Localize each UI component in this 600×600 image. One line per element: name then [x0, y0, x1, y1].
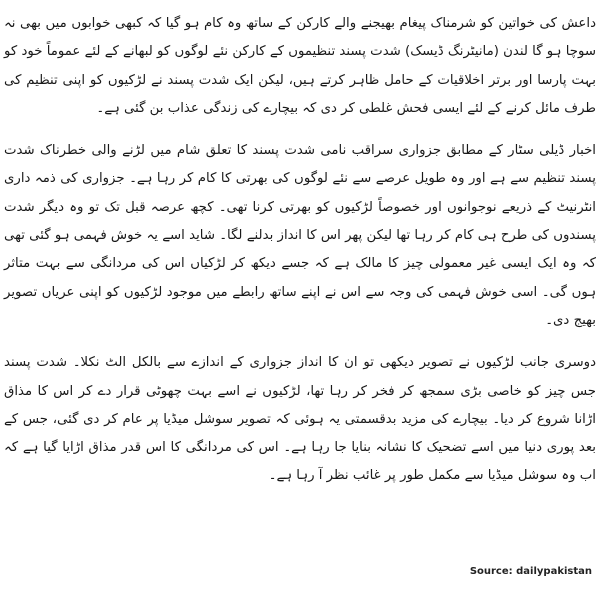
- article-body: [4, 4, 596, 491]
- article-paragraph: داعش کی خواتین کو شرمناک پیغام بھیجنے والے کارکن کے ساتھ وہ کام ہو گیا کہ کبھی خوابوں میں بھی نہ سوچا ہو گا لندن (مانیٹرنگ ڈیسک) شدت پسند تنظیموں کے کارکن نئے لوگوں کو لبھانے کے لئے عموماً خود کو بہت پارسا اور برتر اخلاقیات کے حامل ظاہر کرتے ہیں، لیکن ایک شدت پسند نے لڑکیوں کو اپنی تنظیم کی طرف مائل کرنے کے لئے ایسی فحش غلطی کر دی کہ بیچارے کی زندگی عذاب بن گئی ہے۔: [4, 16, 596, 116]
- article-paragraph: دوسری جانب لڑکیوں نے تصویر دیکھی تو ان کا انداز جزواری کے اندازے سے بالکل الٹ نکلا۔ شدت پسند جس چیز کو خاصی بڑی سمجھ کر فخر کر رہا تھا، لڑکیوں نے اسے بہت چھوٹی قرار دے کر اس کا مذاق اڑانا شروع کر دیا۔ بیچارے کی مزید بدقسمتی یہ ہوئی کہ تصویر سوشل میڈیا پر عام کر دی گئی، جس کے بعد پوری دنیا میں اسے تضحیک کا نشانہ بنایا جا رہا ہے۔ اس کی مردانگی کا اس قدر مذاق اڑایا گیا ہے کہ اب وہ سوشل میڈیا سے مکمل طور پر غائب نظر آ رہا ہے۔: [4, 355, 596, 484]
- source-credit: Source: dailypakistan: [469, 566, 592, 577]
- article-paragraph: اخبار ڈیلی سٹار کے مطابق جزواری سراقب نامی شدت پسند کا تعلق شام میں لڑنے والی خطرناک شدت پسند تنظیم سے ہے اور وہ طویل عرصے سے نئے لوگوں کی بھرتی کا کام کر رہا ہے۔ جزواری کی ذمہ داری انٹرنیٹ کے ذریعے نوجوانوں اور خصوصاً لڑکیوں کو بھرتی کرنا تھی۔ کچھ عرصہ قبل تک تو وہ دیگر شدت پسندوں کی طرح ہی کام کر رہا تھا لیکن پھر اس کا انداز بدلنے لگا۔ شاید اسے یہ خوش فہمی ہو گئی تھی کہ وہ ایک ایسی غیر معمولی چیز کا مالک ہے کہ جسے دیکھ کر لڑکیاں اس کی مردانگی سے بہت متاثر ہوں گی۔ اسی خوش فہمی کی وجہ سے اس نے اپنے ساتھ رابطے میں موجود لڑکیوں کو اپنی عریاں تصویر بھیج دی۔: [4, 143, 596, 328]
